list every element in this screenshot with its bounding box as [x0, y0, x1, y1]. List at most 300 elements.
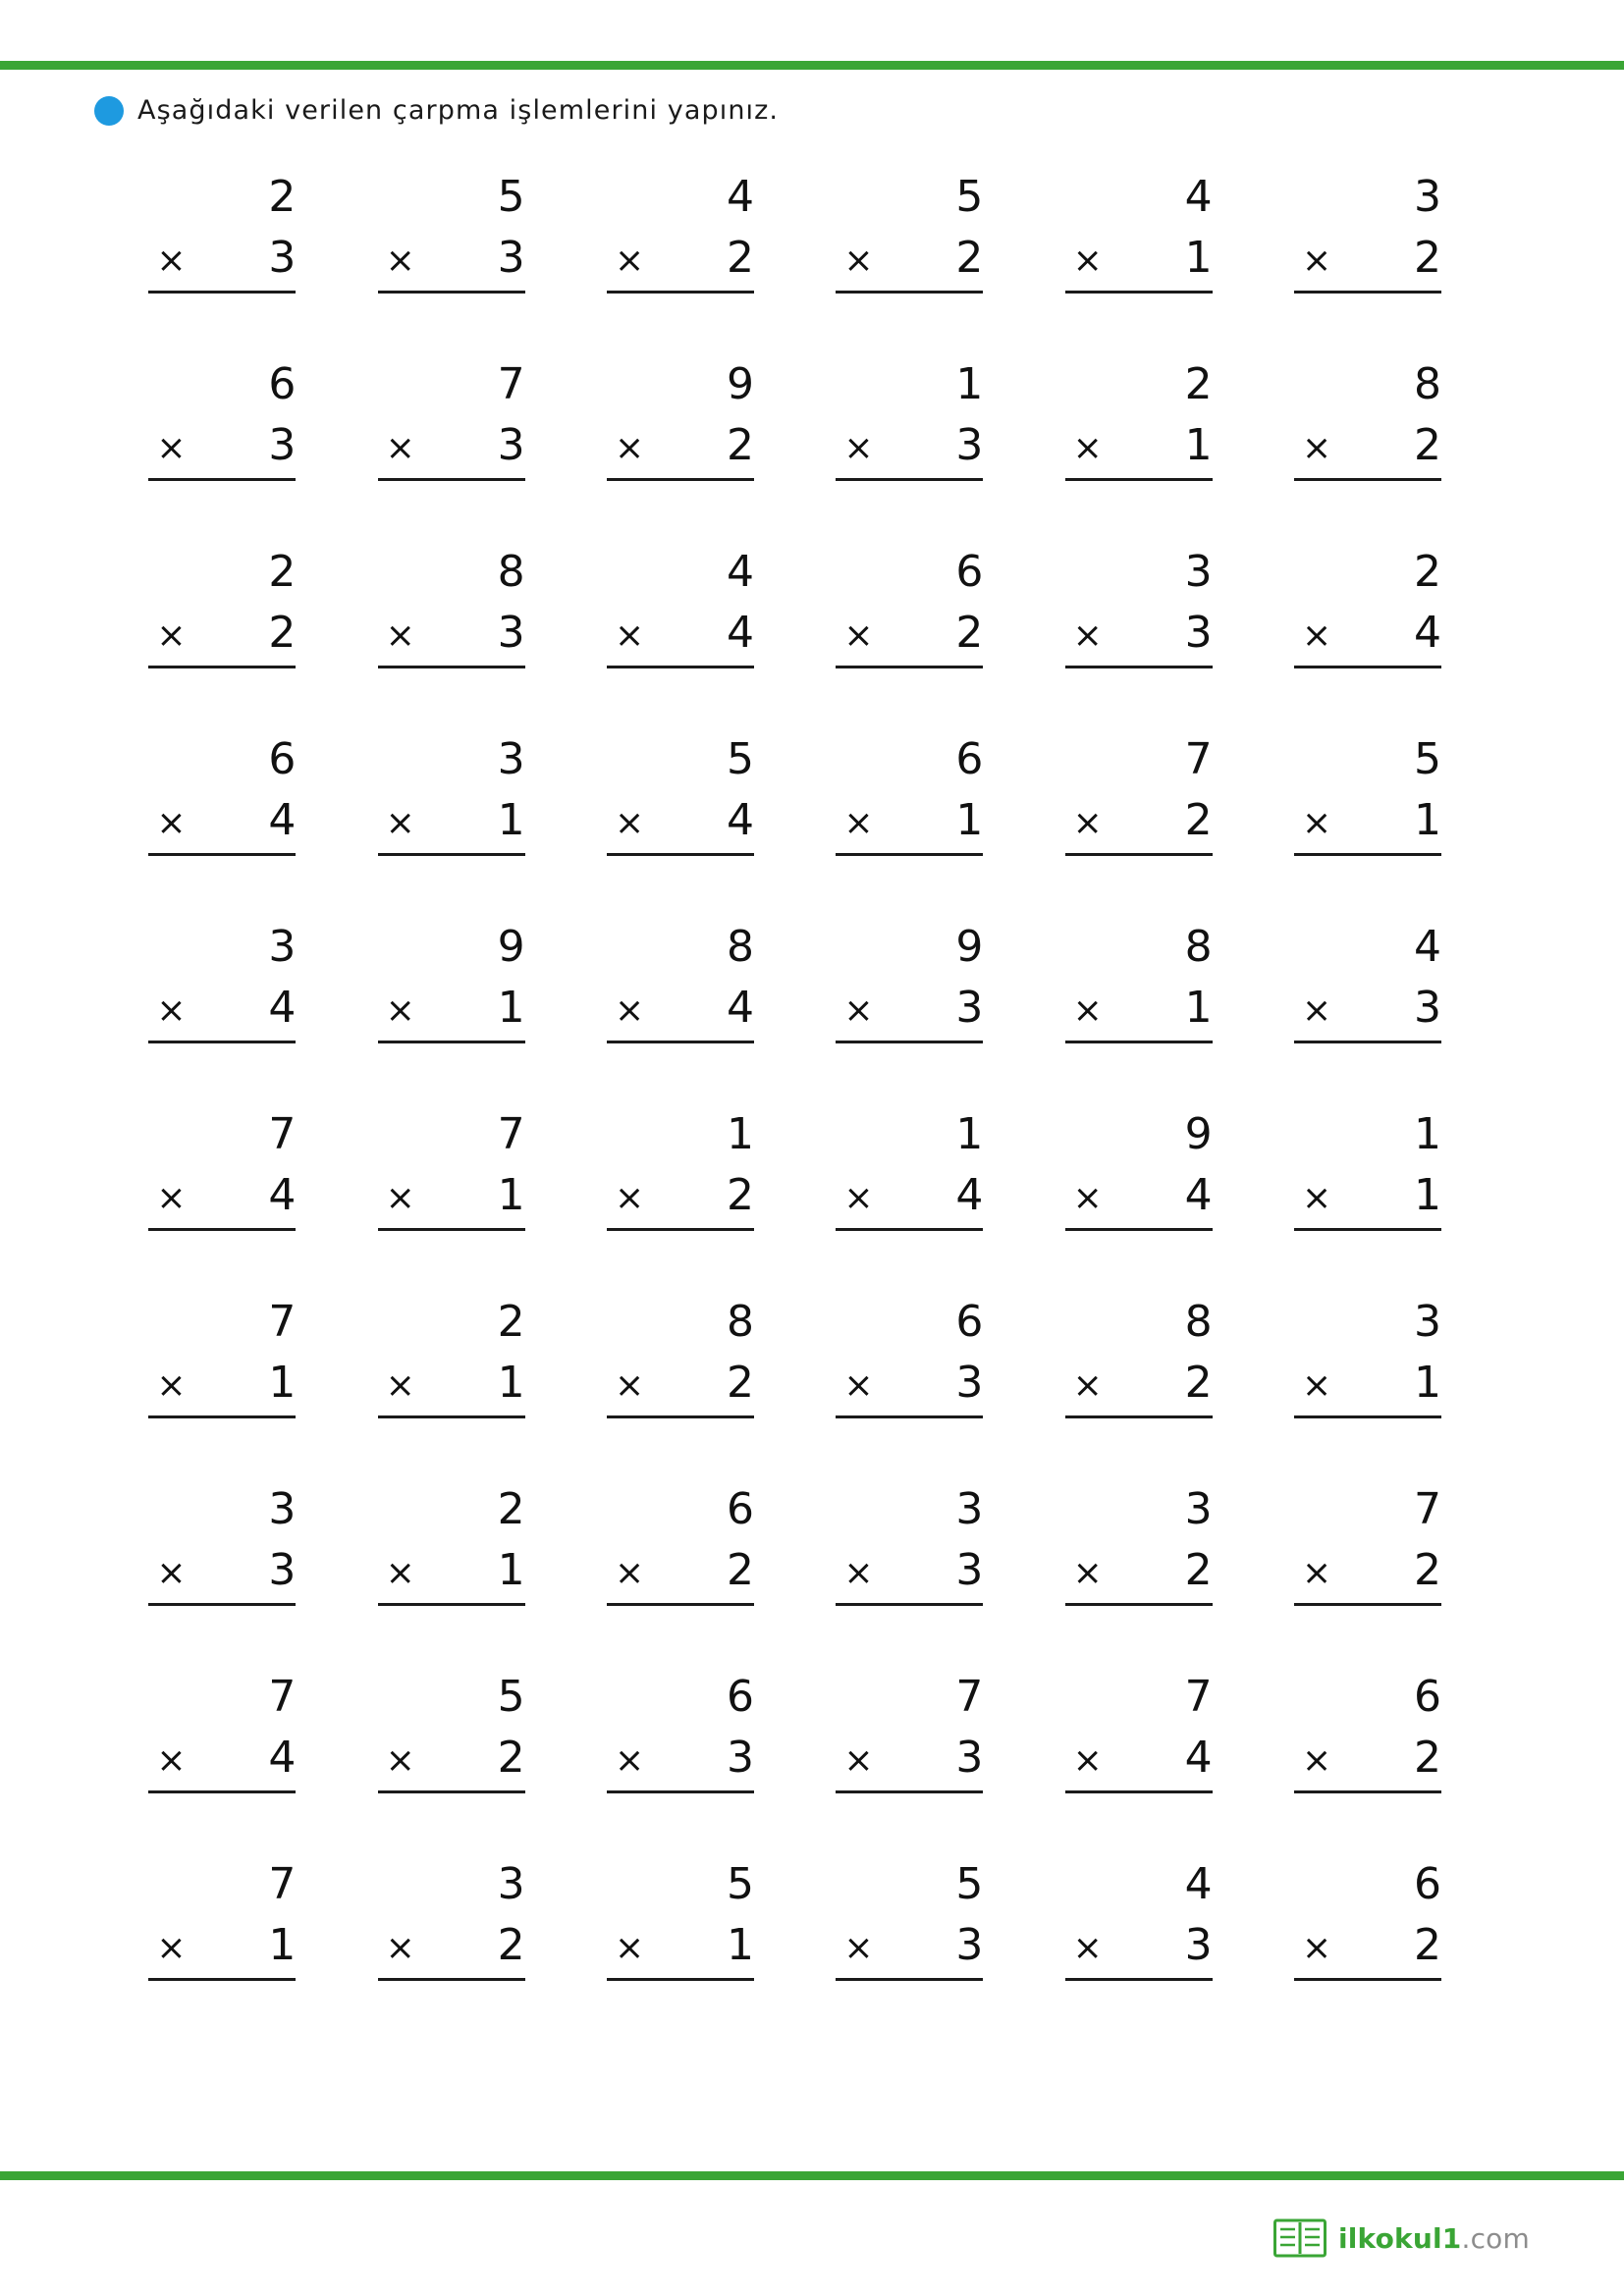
multiply-operator-icon: ×	[156, 240, 187, 282]
operand-top: 3	[955, 1484, 984, 1534]
answer-line[interactable]	[607, 853, 754, 856]
answer-line[interactable]	[836, 1415, 983, 1418]
operand-bottom: 1	[955, 795, 984, 846]
multiply-operator-icon: ×	[843, 240, 874, 282]
operand-top: 8	[726, 1297, 754, 1347]
multiply-operator-icon: ×	[843, 1740, 874, 1782]
multiplication-problem	[378, 172, 525, 294]
multiply-operator-icon: ×	[385, 240, 415, 282]
multiply-operator-icon: ×	[1072, 990, 1103, 1032]
operand-bottom: 3	[955, 1733, 984, 1784]
multiplication-problem	[1065, 1297, 1213, 1418]
multiply-operator-icon: ×	[385, 1928, 415, 1969]
answer-line[interactable]	[148, 1790, 296, 1793]
answer-line[interactable]	[1294, 1228, 1441, 1231]
problem-cell	[815, 734, 1044, 925]
answer-line[interactable]	[1065, 478, 1213, 481]
multiplication-problem	[1065, 172, 1213, 294]
operand-top: 6	[955, 734, 984, 784]
multiplication-problem	[607, 1297, 754, 1418]
answer-line[interactable]	[607, 1603, 754, 1606]
answer-line[interactable]	[1294, 1978, 1441, 1981]
multiplication-problem	[378, 1859, 525, 1981]
multiply-operator-icon: ×	[385, 615, 415, 657]
operand-bottom: 4	[955, 1170, 984, 1221]
operand-row-bottom	[1294, 233, 1441, 284]
operand-top: 5	[497, 172, 525, 222]
operand-row-bottom	[836, 795, 984, 846]
problem-cell	[356, 172, 585, 362]
operand-row-bottom	[148, 983, 297, 1034]
problem-cell	[128, 1297, 356, 1487]
problem-cell	[586, 1484, 815, 1675]
problem-cell	[1273, 547, 1502, 737]
answer-line[interactable]	[836, 1790, 983, 1793]
logo-suffix-text: .com	[1461, 2221, 1530, 2255]
multiplication-problem	[378, 359, 525, 481]
operand-row-bottom	[836, 608, 984, 659]
answer-line[interactable]	[1294, 1041, 1441, 1043]
problem-cell	[128, 1109, 356, 1300]
operand-bottom: 3	[1184, 1920, 1213, 1971]
answer-line[interactable]	[1294, 1790, 1441, 1793]
multiply-operator-icon: ×	[1301, 1365, 1332, 1407]
problem-cell	[1044, 1297, 1272, 1487]
operand-bottom: 4	[726, 795, 754, 846]
multiply-operator-icon: ×	[156, 615, 187, 657]
problem-cell	[586, 172, 815, 362]
multiply-operator-icon: ×	[156, 803, 187, 844]
answer-line[interactable]	[378, 666, 525, 668]
operand-top: 1	[955, 359, 984, 409]
operand-top: 5	[955, 1859, 984, 1909]
problem-cell	[356, 922, 585, 1112]
operand-bottom: 1	[497, 1545, 525, 1596]
operand-row-bottom	[1065, 795, 1213, 846]
multiplication-problem	[148, 1859, 297, 1981]
multiplication-problem	[1065, 547, 1213, 668]
multiply-operator-icon: ×	[843, 1553, 874, 1594]
operand-row-bottom	[378, 983, 525, 1034]
multiplication-problem	[148, 922, 297, 1043]
operand-top: 3	[497, 734, 525, 784]
operand-row-bottom	[836, 233, 984, 284]
answer-line[interactable]	[607, 1978, 754, 1981]
operand-row-bottom	[378, 1733, 525, 1784]
operand-top: 1	[726, 1109, 754, 1159]
operand-top: 6	[1413, 1672, 1441, 1722]
multiplication-problem	[607, 1109, 754, 1231]
problem-cell	[1273, 1484, 1502, 1675]
answer-line[interactable]	[378, 1978, 525, 1981]
answer-line[interactable]	[1065, 1041, 1213, 1043]
problem-cell	[356, 547, 585, 737]
operand-bottom: 3	[955, 420, 984, 471]
answer-line[interactable]	[1294, 478, 1441, 481]
answer-line[interactable]	[148, 1228, 296, 1231]
operand-top: 7	[268, 1859, 297, 1909]
multiply-operator-icon: ×	[1072, 1365, 1103, 1407]
multiplication-problem	[607, 1859, 754, 1981]
operand-bottom: 2	[1413, 1920, 1441, 1971]
operand-top: 5	[726, 1859, 754, 1909]
answer-line[interactable]	[148, 853, 296, 856]
site-logo[interactable]	[1273, 2217, 1530, 2259]
answer-line[interactable]	[607, 666, 754, 668]
problem-cell	[356, 1297, 585, 1487]
problem-cell	[356, 734, 585, 925]
multiplication-problem	[836, 1859, 984, 1981]
operand-bottom: 3	[497, 233, 525, 284]
operand-bottom: 1	[497, 983, 525, 1034]
operand-row-bottom	[836, 1733, 984, 1784]
operand-bottom: 4	[268, 1733, 297, 1784]
answer-line[interactable]	[1065, 1228, 1213, 1231]
answer-line[interactable]	[1065, 1978, 1213, 1981]
answer-line[interactable]	[607, 1790, 754, 1793]
multiplication-problem	[148, 1109, 297, 1231]
operand-row-bottom	[607, 233, 754, 284]
answer-line[interactable]	[148, 1603, 296, 1606]
operand-top: 3	[497, 1859, 525, 1909]
multiply-operator-icon: ×	[385, 1178, 415, 1219]
problem-cell	[586, 359, 815, 550]
answer-line[interactable]	[836, 1228, 983, 1231]
problem-cell	[1044, 734, 1272, 925]
multiplication-problem	[378, 1484, 525, 1606]
operand-bottom: 1	[1413, 795, 1441, 846]
operand-row-bottom	[1065, 983, 1213, 1034]
operand-row-bottom	[1065, 1920, 1213, 1971]
operand-row-bottom	[378, 1920, 525, 1971]
operand-row-bottom	[1294, 795, 1441, 846]
answer-line[interactable]	[607, 478, 754, 481]
operand-top: 3	[1184, 1484, 1213, 1534]
answer-line[interactable]	[836, 1041, 983, 1043]
operand-bottom: 1	[268, 1358, 297, 1409]
problem-cell	[1273, 1109, 1502, 1300]
operand-top: 6	[1413, 1859, 1441, 1909]
answer-line[interactable]	[836, 478, 983, 481]
multiply-operator-icon: ×	[1301, 1553, 1332, 1594]
operand-row-bottom	[1294, 1170, 1441, 1221]
problem-cell	[586, 547, 815, 737]
operand-row-bottom	[836, 1545, 984, 1596]
operand-row-bottom	[378, 1358, 525, 1409]
multiplication-problem	[836, 1672, 984, 1793]
multiply-operator-icon: ×	[156, 1365, 187, 1407]
operand-row-bottom	[836, 1358, 984, 1409]
problem-cell	[1044, 1672, 1272, 1862]
operand-bottom: 2	[726, 420, 754, 471]
multiplication-problem	[1065, 1484, 1213, 1606]
problem-cell	[1273, 734, 1502, 925]
multiply-operator-icon: ×	[156, 1178, 187, 1219]
operand-top: 8	[1184, 1297, 1213, 1347]
operand-row-bottom	[378, 1545, 525, 1596]
operand-bottom: 2	[1184, 1545, 1213, 1596]
problem-cell	[1273, 1297, 1502, 1487]
operand-bottom: 2	[1413, 1545, 1441, 1596]
operand-top: 5	[726, 734, 754, 784]
problem-cell	[815, 1297, 1044, 1487]
answer-line[interactable]	[607, 291, 754, 294]
operand-top: 7	[497, 359, 525, 409]
multiply-operator-icon: ×	[385, 1365, 415, 1407]
operand-bottom: 2	[726, 1170, 754, 1221]
operand-top: 4	[726, 172, 754, 222]
multiply-operator-icon: ×	[843, 803, 874, 844]
answer-line[interactable]	[1065, 666, 1213, 668]
multiply-operator-icon: ×	[614, 240, 645, 282]
operand-bottom: 4	[1184, 1170, 1213, 1221]
answer-line[interactable]	[1065, 1790, 1213, 1793]
operand-top: 7	[955, 1672, 984, 1722]
operand-bottom: 2	[1413, 233, 1441, 284]
problem-cell	[1044, 1484, 1272, 1675]
multiply-operator-icon: ×	[614, 990, 645, 1032]
multiply-operator-icon: ×	[843, 1928, 874, 1969]
multiply-operator-icon: ×	[614, 615, 645, 657]
multiply-operator-icon: ×	[1301, 803, 1332, 844]
operand-top: 2	[268, 547, 297, 597]
answer-line[interactable]	[1294, 853, 1441, 856]
operand-top: 3	[1413, 172, 1441, 222]
top-divider-rule	[0, 61, 1624, 70]
problem-cell	[128, 547, 356, 737]
operand-row-bottom	[378, 795, 525, 846]
multiplication-problem	[1065, 359, 1213, 481]
problem-cell	[1044, 172, 1272, 362]
operand-row-bottom	[378, 420, 525, 471]
operand-bottom: 1	[1184, 983, 1213, 1034]
multiplication-problem	[836, 547, 984, 668]
operand-bottom: 2	[1413, 420, 1441, 471]
multiply-operator-icon: ×	[843, 990, 874, 1032]
operand-top: 3	[1184, 547, 1213, 597]
multiply-operator-icon: ×	[1072, 1740, 1103, 1782]
operand-top: 9	[497, 922, 525, 972]
multiplication-problem	[148, 1297, 297, 1418]
operand-top: 8	[1413, 359, 1441, 409]
bottom-divider-rule	[0, 2171, 1624, 2180]
multiplication-problem	[836, 734, 984, 856]
multiplication-problem	[1294, 1297, 1441, 1418]
multiply-operator-icon: ×	[385, 803, 415, 844]
operand-top: 1	[955, 1109, 984, 1159]
problem-cell	[1044, 1109, 1272, 1300]
multiply-operator-icon: ×	[385, 428, 415, 469]
multiply-operator-icon: ×	[614, 1365, 645, 1407]
multiplication-problem	[836, 172, 984, 294]
operand-top: 6	[268, 359, 297, 409]
multiply-operator-icon: ×	[1301, 615, 1332, 657]
multiplication-problem	[607, 734, 754, 856]
answer-line[interactable]	[378, 1415, 525, 1418]
multiply-operator-icon: ×	[156, 1928, 187, 1969]
multiplication-problem	[836, 922, 984, 1043]
answer-line[interactable]	[836, 853, 983, 856]
operand-bottom: 2	[726, 1358, 754, 1409]
answer-line[interactable]	[148, 291, 296, 294]
multiplication-problem	[1065, 734, 1213, 856]
operand-top: 6	[268, 734, 297, 784]
instruction-text: Aşağıdaki verilen çarpma işlemlerini yapınız.	[137, 95, 780, 126]
operand-bottom: 1	[1184, 420, 1213, 471]
operand-bottom: 1	[1184, 233, 1213, 284]
multiply-operator-icon: ×	[614, 803, 645, 844]
problem-cell	[128, 1672, 356, 1862]
multiply-operator-icon: ×	[156, 990, 187, 1032]
multiplication-problem	[378, 1109, 525, 1231]
problem-cell	[1044, 359, 1272, 550]
multiplication-problem	[1294, 547, 1441, 668]
operand-bottom: 4	[726, 608, 754, 659]
operand-row-bottom	[148, 608, 297, 659]
multiply-operator-icon: ×	[614, 1740, 645, 1782]
multiply-operator-icon: ×	[156, 428, 187, 469]
answer-line[interactable]	[1065, 853, 1213, 856]
multiply-operator-icon: ×	[1072, 1928, 1103, 1969]
operand-row-bottom	[607, 1920, 754, 1971]
operand-bottom: 2	[1184, 1358, 1213, 1409]
answer-line[interactable]	[836, 666, 983, 668]
answer-line[interactable]	[148, 478, 296, 481]
answer-line[interactable]	[1294, 666, 1441, 668]
operand-bottom: 2	[1184, 795, 1213, 846]
problem-cell	[1273, 1672, 1502, 1862]
operand-row-bottom	[607, 1170, 754, 1221]
operand-top: 6	[726, 1484, 754, 1534]
logo-main-text: ilkokul1	[1337, 2221, 1462, 2255]
operand-top: 4	[1413, 922, 1441, 972]
operand-bottom: 2	[497, 1733, 525, 1784]
problem-cell	[586, 922, 815, 1112]
operand-top: 2	[268, 172, 297, 222]
operand-top: 3	[1413, 1297, 1441, 1347]
answer-line[interactable]	[148, 1415, 296, 1418]
problem-cell	[815, 1859, 1044, 2050]
operand-bottom: 3	[955, 983, 984, 1034]
operand-bottom: 3	[268, 233, 297, 284]
multiply-operator-icon: ×	[843, 428, 874, 469]
operand-top: 7	[1184, 1672, 1213, 1722]
operand-row-bottom	[836, 983, 984, 1034]
multiplication-problem	[1294, 1109, 1441, 1231]
answer-line[interactable]	[836, 1603, 983, 1606]
problem-cell	[586, 1859, 815, 2050]
answer-line[interactable]	[378, 1603, 525, 1606]
problem-cell	[815, 547, 1044, 737]
operand-bottom: 3	[268, 1545, 297, 1596]
answer-line[interactable]	[1294, 1603, 1441, 1606]
answer-line[interactable]	[607, 1415, 754, 1418]
multiplication-problem	[378, 1672, 525, 1793]
answer-line[interactable]	[607, 1041, 754, 1043]
answer-line[interactable]	[1294, 1415, 1441, 1418]
operand-bottom: 1	[1413, 1358, 1441, 1409]
operand-row-bottom	[1065, 1733, 1213, 1784]
operand-top: 2	[1413, 547, 1441, 597]
answer-line[interactable]	[378, 478, 525, 481]
multiplication-problem	[1294, 1484, 1441, 1606]
operand-row-bottom	[148, 420, 297, 471]
answer-line[interactable]	[1294, 291, 1441, 294]
multiplication-problem	[607, 1484, 754, 1606]
multiplication-problem	[1294, 922, 1441, 1043]
operand-bottom: 1	[268, 1920, 297, 1971]
operand-row-bottom	[378, 608, 525, 659]
answer-line[interactable]	[836, 1978, 983, 1981]
operand-row-bottom	[1294, 1358, 1441, 1409]
answer-line[interactable]	[1065, 1603, 1213, 1606]
operand-row-bottom	[1294, 1920, 1441, 1971]
multiply-operator-icon: ×	[1072, 803, 1103, 844]
operand-bottom: 1	[497, 1358, 525, 1409]
operand-row-bottom	[1294, 608, 1441, 659]
operand-top: 1	[1413, 1109, 1441, 1159]
operand-bottom: 2	[726, 1545, 754, 1596]
multiply-operator-icon: ×	[1301, 990, 1332, 1032]
multiply-operator-icon: ×	[843, 1178, 874, 1219]
operand-top: 9	[1184, 1109, 1213, 1159]
problem-cell	[1273, 1859, 1502, 2050]
answer-line[interactable]	[148, 666, 296, 668]
answer-line[interactable]	[378, 1041, 525, 1043]
multiply-operator-icon: ×	[1301, 1928, 1332, 1969]
open-book-icon	[1273, 2217, 1326, 2259]
problem-cell	[586, 1672, 815, 1862]
operand-row-bottom	[607, 983, 754, 1034]
answer-line[interactable]	[148, 1041, 296, 1043]
problem-cell	[128, 172, 356, 362]
operand-row-bottom	[836, 1170, 984, 1221]
operand-row-bottom	[1065, 420, 1213, 471]
problem-cell	[586, 1109, 815, 1300]
problem-cell	[1273, 359, 1502, 550]
operand-bottom: 3	[268, 420, 297, 471]
answer-line[interactable]	[378, 1228, 525, 1231]
answer-line[interactable]	[378, 291, 525, 294]
multiply-operator-icon: ×	[614, 428, 645, 469]
operand-bottom: 2	[726, 233, 754, 284]
answer-line[interactable]	[378, 853, 525, 856]
multiplication-problem	[836, 1109, 984, 1231]
operand-row-bottom	[1294, 1545, 1441, 1596]
operand-bottom: 4	[268, 1170, 297, 1221]
operand-row-bottom	[378, 233, 525, 284]
answer-line[interactable]	[1065, 291, 1213, 294]
operand-top: 7	[1413, 1484, 1441, 1534]
multiplication-problem	[378, 1297, 525, 1418]
answer-line[interactable]	[607, 1228, 754, 1231]
multiplication-problem	[607, 359, 754, 481]
multiply-operator-icon: ×	[156, 1553, 187, 1594]
instruction-block	[94, 95, 779, 126]
problem-cell	[128, 734, 356, 925]
answer-line[interactable]	[836, 291, 983, 294]
operand-row-bottom	[1065, 1170, 1213, 1221]
operand-row-bottom	[1294, 420, 1441, 471]
multiplication-problem	[1294, 734, 1441, 856]
problems-grid	[128, 172, 1502, 2050]
operand-bottom: 3	[1184, 608, 1213, 659]
problem-cell	[1273, 922, 1502, 1112]
answer-line[interactable]	[378, 1790, 525, 1793]
operand-top: 7	[1184, 734, 1213, 784]
answer-line[interactable]	[148, 1978, 296, 1981]
answer-line[interactable]	[1065, 1415, 1213, 1418]
